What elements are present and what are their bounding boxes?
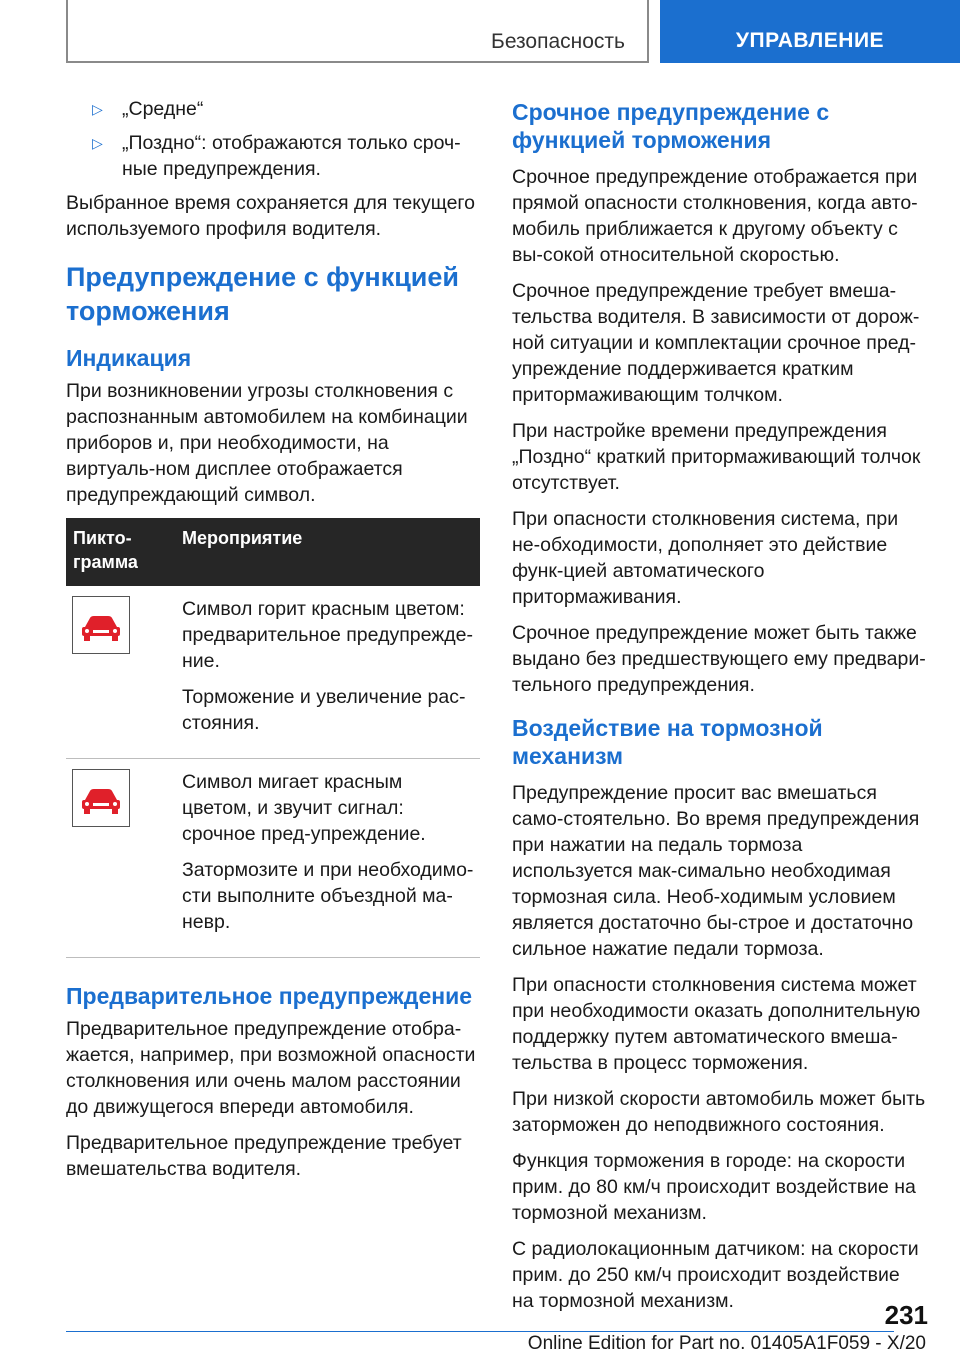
- table-cell-text: Символ мигает красным цветом, и звучит сигнал: срочное пред-упреждение.: [182, 771, 426, 845]
- pictogram-table: [66, 518, 480, 958]
- paragraph: С радиолокационным датчиком: на скорости прим. до 250 км/ч происходит воздействие на тормозной механизм.: [512, 1238, 919, 1312]
- car-warning-icon: [72, 596, 130, 654]
- paragraph: Предупреждение просит вас вмешаться само-стоятельно. Во время предупреждения при нажатии на педаль тормоза используется мак-симально необходимая тормозная сила. Необ-ходимым условием является достаточно бы-строе и достаточно сильное нажатие педали тормоза.: [512, 782, 920, 960]
- paragraph: При низкой скорости автомобиль может быть заторможен до неподвижного состояния.: [512, 1088, 926, 1136]
- table-cell-text: Символ горит красным цветом: предварительное предупрежде-ние.: [182, 598, 473, 672]
- footer-edition: Online Edition for Part no. 01405A1F059 - X/20: [527, 1333, 926, 1354]
- subsection-heading: Срочное предупреждение с функцией торможения: [512, 99, 830, 153]
- paragraph: Срочное предупреждение отображается при прямой опасности столкновения, когда авто-мобиль приближается к другому объекту с вы-сокой относительной скоростью.: [512, 166, 918, 266]
- paragraph: Срочное предупреждение может быть также выдано без предшествующего ему предвари-тельного предупреждения.: [512, 622, 926, 696]
- subsection-heading: Предварительное предупреждение: [66, 983, 473, 1009]
- section-heading: Предупреждение с функцией торможения: [66, 262, 460, 326]
- table-cell-text: Торможение и увеличение рас-стояния.: [182, 686, 466, 734]
- subsection-heading: Воздействие на тормозной механизм: [512, 715, 823, 769]
- paragraph: Предварительное предупреждение требует вмешательства водителя.: [66, 1132, 462, 1180]
- table-header-action: Мероприятие: [175, 518, 480, 586]
- table-header-pictogram: Пикто-грамма: [66, 518, 175, 586]
- paragraph: При возникновении угрозы столкновения с распознанным автомобилем на комбинации приборов и, при необходимости, на виртуаль-ном дисплее отображается предупреждающий символ.: [66, 380, 468, 506]
- right-column: [512, 96, 926, 1324]
- header-chapter-tab[interactable]: УПРАВЛЕНИЕ: [660, 0, 960, 63]
- paragraph: При опасности столкновения система может при необходимости оказать дополнительную поддержку путем автоматического вмеша-тельства в процесс торможения.: [512, 974, 921, 1074]
- triangle-bullet-icon: ▷: [92, 101, 103, 117]
- paragraph: Предварительное предупреждение отобра-жается, например, при возможной опасности столкновения или очень малом расстоянии до движущегося впереди автомобиля.: [66, 1018, 476, 1118]
- table-row: [66, 586, 480, 759]
- paragraph: Срочное предупреждение требует вмеша-тельства водителя. В зависимости от дорож-ной ситуации и комплектации срочное пред-упреждение поддерживается кратким притормаживающим толчком.: [512, 280, 920, 406]
- paragraph: Функция торможения в городе: на скорости прим. до 80 км/ч происходит воздействие на тормозной механизм.: [512, 1150, 916, 1224]
- paragraph: При настройке времени предупреждения „Поздно“ краткий притормаживающий толчок отсутствует.: [512, 420, 921, 494]
- list-item: ▷ „Поздно“: отображаются только сроч-ные предупреждения.: [92, 132, 461, 180]
- header-section-box: [66, 0, 649, 63]
- list-item: ▷ „Средне“: [92, 98, 204, 120]
- subsection-heading: Индикация: [66, 345, 192, 371]
- paragraph: При опасности столкновения система, при не-обходимости, дополняет это действие функ-цией автоматического притормаживания.: [512, 508, 899, 608]
- left-column: [66, 96, 480, 1192]
- car-warning-icon: [72, 769, 130, 827]
- footer-divider: [66, 1331, 894, 1332]
- paragraph: Выбранное время сохраняется для текущего используемого профиля водителя.: [66, 192, 475, 240]
- page-number: 231: [884, 1300, 928, 1330]
- triangle-bullet-icon: ▷: [92, 135, 103, 151]
- table-row: [66, 759, 480, 958]
- header-section-title: Безопасность: [491, 30, 625, 53]
- table-cell-text: Затормозите и при необходимо-сти выполните объездной ма-невр.: [182, 859, 474, 933]
